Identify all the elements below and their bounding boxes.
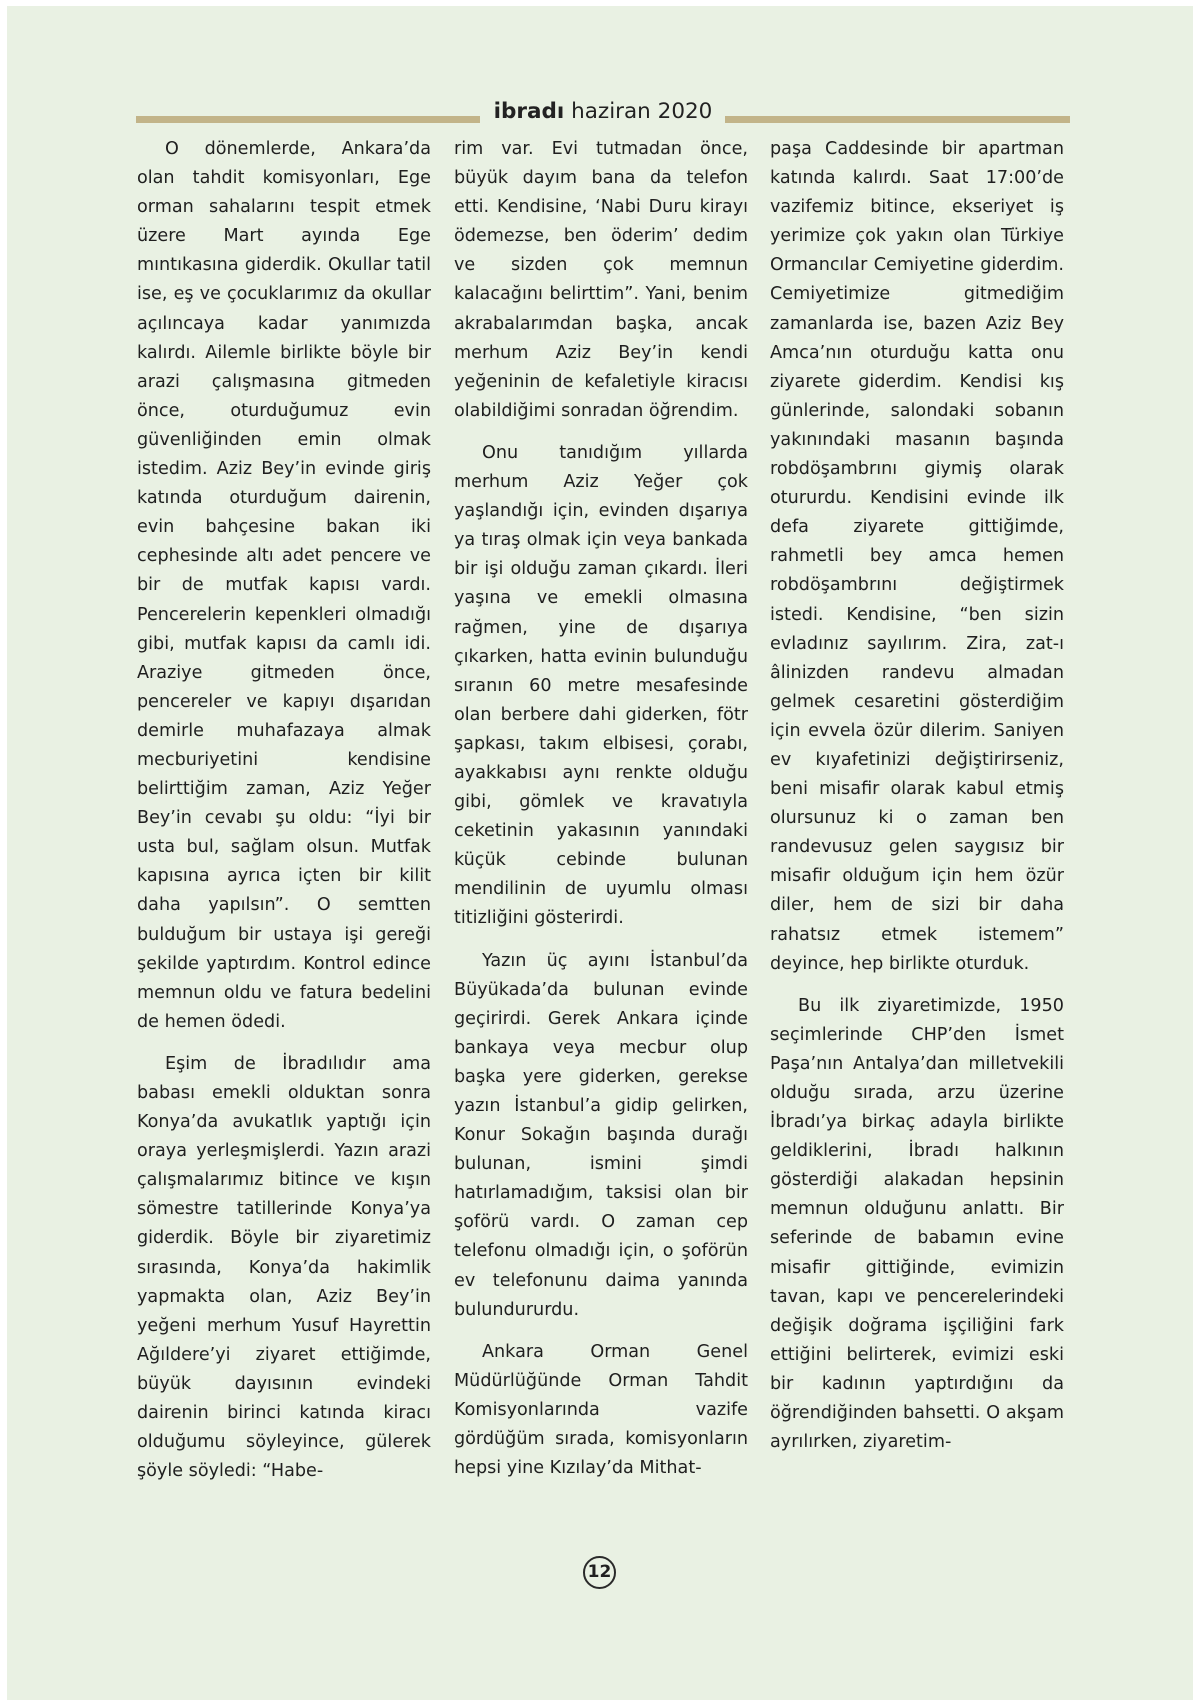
paragraph: paşa Caddesinde bir apartman katında kalırdı. Saat 17:00’de vazifemiz bitince, ekseriyet iş yerimize çok yakın olan Türkiye Ormancılar Cemiyetine giderdim. Cemiyetimize gitmediğim zamanlarda ise, bazen Aziz Bey Amca’nın oturduğu katta onu ziyarete giderdim. Kendisi kış günlerinde, salondaki sobanın yakınındaki masanın başında robdöşambrını giymiş olarak otururdu. Kendisini evinde ilk defa ziyarete gittiğimde, rahmetli bey amca hemen robdöşambrını değiştirmek istedi. Kendisine, “ben sizin evladınız sayılırım. Zira, zat-ı âlinizden randevu almadan gelmek cesaretini gösterdiğim için evvela özür dilerim. Saniyen ev kıyafetinizi değiştirirseniz, beni misafir olarak kabul etmiş olursunuz ki o zaman ben randevusuz gelen saygısız bir misafir olduğum için hem özür diler, hem de sizi bir daha rahatsız etmek istemem” deyince, hep birlikte oturduk. [770, 139, 1064, 974]
text-column-2 [454, 135, 748, 1483]
header-issue: haziran 2020 [571, 99, 713, 124]
paragraph: Bu ilk ziyaretimizde, 1950 seçimlerinde CHP’den İsmet Paşa’nın Antalya’dan milletvekili olduğu sırada, arzu üzerine İbradı’ya birkaç adayla birlikte geldiklerini, İbradı halkının gösterdiği alakadan hepsinin memnun olduğunu anlattı. Bir seferinde de babamın evine misafir gittiğinde, evimizin tavan, kapı ve pencerelerindeki değişik doğrama işçiliğini fark ettiğini belirterek, evimizi eski bir kadının yaptırdığını da öğrendiğinden bahsetti. O akşam ayrılırken, ziyaretim- [770, 995, 1064, 1453]
header-rule-right [725, 116, 1070, 123]
text-column-3 [770, 135, 1064, 1457]
header-rule-left [136, 116, 480, 123]
paragraph: Ankara Orman Genel Müdürlüğünde Orman Tahdit Komisyonlarında vazife gördüğüm sırada, komisyonların hepsi yine Kızılay’da Mithat- [454, 1341, 748, 1479]
paragraph: rim var. Evi tutmadan önce, büyük dayım bana da telefon etti. Kendisine, ‘Nabi Duru kirayı ödemezse, ben öderim’ dedim ve sizden çok memnun kalacağını belirttim”. Yani, benim akrabalarımdan başka, ancak merhum Aziz Bey’in kendi yeğeninin de kefaletiyle kiracısı olabildiğimi sonradan öğrendim. [454, 139, 748, 421]
paragraph: O dönemlerde, Ankara’da olan tahdit komisyonları, Ege orman sahalarını tespit etmek üzere Mart ayında Ege mıntıkasına giderdik. Okullar tatil ise, eş ve çocuklarımız da okullar açılıncaya kadar yanımızda kalırdı. Ailemle birlikte böyle bir arazi çalışmasına gitmeden önce, oturduğumuz evin güvenliğinden emin olmak istedim. Aziz Bey’in evinde giriş katında oturduğum dairenin, evin bahçesine bakan iki cephesinde altı adet pencere ve bir de mutfak kapısı vardı. Pencerelerin kepenkleri olmadığı gibi, mutfak kapısı da camlı idi. Araziye gitmeden önce, pencereler ve kapıyı dışarıdan demirle muhafazaya almak mecburiyetini kendisine belirttiğim zaman, Aziz Yeğer Bey’in cevabı şu oldu: “İyi bir usta bul, sağlam olsun. Mutfak kapısına ayrıca içten bir kilit daha yapılsın”. O semtten bulduğum bir ustaya işi gereği şekilde yaptırdım. Kontrol edince memnun oldu ve fatura bedelini de hemen ödedi. [137, 139, 431, 1032]
header-title [490, 98, 716, 126]
paragraph: Onu tanıdığım yıllarda merhum Aziz Yeğer çok yaşlandığı için, evinden dışarıya ya tıraş olmak için veya bankada bir işi olduğu zaman çıkardı. İleri yaşına ve emekli olmasına rağmen, yine de dışarıya çıkarken, hatta evinin bulunduğu sıranın 60 metre mesafesinde olan berbere dahi giderken, fötr şapkası, takım elbisesi, çorabı, ayakkabısı aynı renkte olduğu gibi, gömlek ve kravatıyla ceketinin yakasının yanındaki küçük cebinde bulunan mendilinin de uyumlu olması titizliğini gösterirdi. [454, 442, 748, 929]
running-header [136, 98, 1070, 126]
text-column-1 [137, 135, 431, 1486]
paragraph: Eşim de İbradılıdır ama babası emekli olduktan sonra Konya’da avukatlık yaptığı için oraya yerleşmişlerdi. Yazın arazi çalışmalarımız bitince ve kışın sömestre tatillerinde Konya’ya giderdik. Böyle bir ziyaretimiz sırasında, Konya’da hakimlik yapmakta olan, Aziz Bey’in yeğeni merhum Yusuf Hayrettin Ağıldere’yi ziyaret ettiğimde, büyük dayısının evindeki dairenin birinci katında kiracı olduğumu söyleyince, gülerek şöyle söyledi: “Habe- [137, 1053, 431, 1482]
paragraph: Yazın üç ayını İstanbul’da Büyükada’da bulunan evinde geçirirdi. Gerek Ankara içinde bankaya veya mecbur olup başka yere giderken, gerekse yazın İstanbul’a gidip gelirken, Konur Sokağın başında durağı bulunan, ismini şimdi hatırlamadığım, taksisi olan bir şoförü vardı. O zaman cep telefonu olmadığı için, o şoförün ev telefonunu daima yanında bulundururdu. [454, 950, 748, 1320]
page-number-badge: 12 [583, 1556, 616, 1589]
header-brand: ibradı [493, 99, 565, 124]
